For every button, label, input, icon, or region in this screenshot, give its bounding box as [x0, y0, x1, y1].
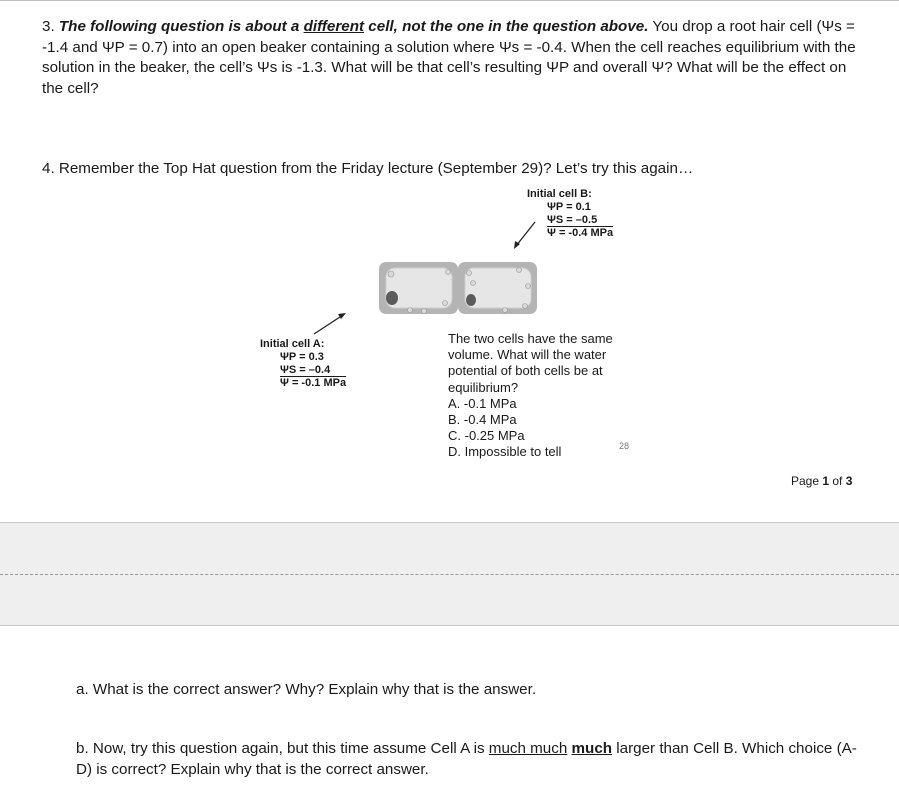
choice-c: C. -0.25 MPa: [448, 428, 525, 444]
cell-a-values: [260, 338, 346, 390]
question-3-body: You drop a root hair cell (Ψs = -1.4 and ΨP = 0.7) into an open beaker containing a solution where Ψs = -0.4. When the cell reaches equilibrium with the solution in the beaker, the cell’s Ψs is -1.3. What will be that cell’s resulting ΨP and overall Ψ? What will be the effect on the cell?: [42, 18, 856, 97]
cell-b-title: Initial cell B:: [527, 188, 592, 200]
cell-b-solute: ΨS = –0.5: [547, 214, 598, 226]
much-much-underlined: much much: [488, 740, 568, 757]
page-break-gap: [0, 522, 899, 626]
total-pages: 3: [845, 474, 853, 488]
cell-a-drawing: [379, 262, 458, 314]
choice-d: D. Impossible to tell: [448, 444, 562, 460]
choice-b: B. -0.4 MPa: [448, 412, 517, 428]
figure-question-line: volume. What will the water: [448, 347, 607, 363]
figure-question-line: The two cells have the same: [448, 331, 613, 346]
question-b: b. Now, try this question again, but this time assume Cell A is much much much larger than Cell B. Which choice (A-D) is correct? Explain why that is the correct answer.: [76, 740, 857, 778]
cell-a-pressure: ΨP = 0.3: [280, 351, 324, 363]
cell-a-title: Initial cell A:: [260, 338, 325, 350]
figure-question-line: equilibrium?: [448, 379, 519, 395]
cell-b-values: [527, 188, 613, 240]
page-break-line: [0, 574, 899, 575]
figure-question: [448, 331, 638, 461]
current-page: 1: [822, 474, 830, 488]
page-indicator: Page 1 of 3: [791, 474, 853, 488]
choice-a: A. -0.1 MPa: [448, 395, 517, 411]
question-a: a. What is the correct answer? Why? Explain why that is the answer.: [76, 681, 537, 698]
slide-number: 28: [619, 441, 630, 451]
arrow-cell-a: [314, 315, 343, 334]
question-3-emphasis: The following question is about a different cell, not the one in the question above.: [58, 18, 649, 35]
question-4: 4. Remember the Top Hat question from the Friday lecture (September 29)? Let’s try this again…: [42, 160, 694, 177]
different-underlined: different: [303, 18, 365, 35]
question-3-number: 3.: [42, 18, 55, 35]
much-bold-underlined: much: [571, 740, 613, 757]
cell-b-total: Ψ = -0.4 MPa: [547, 227, 614, 239]
cell-a-solute: ΨS = –0.4: [280, 364, 331, 376]
cell-b-drawing: [458, 262, 537, 314]
figure-question-line: potential of both cells be at: [448, 363, 603, 379]
cell-b-pressure: ΨP = 0.1: [547, 201, 591, 213]
cell-a-total: Ψ = -0.1 MPa: [280, 377, 347, 389]
